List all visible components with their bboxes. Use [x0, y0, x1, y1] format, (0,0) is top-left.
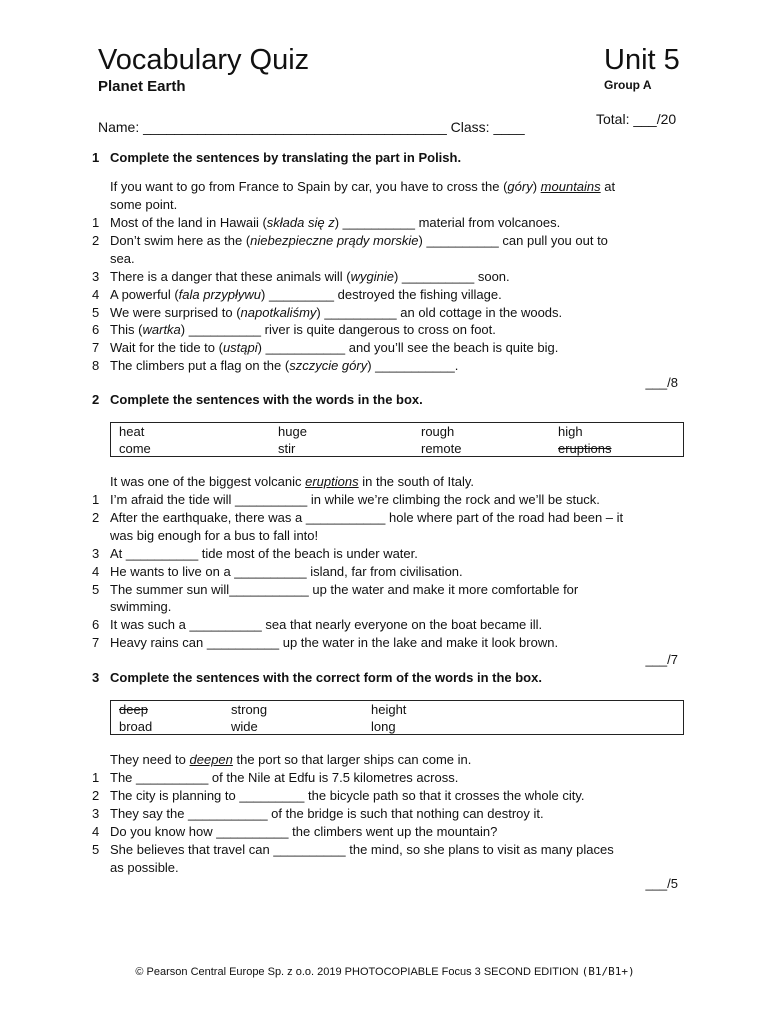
section-2-example: It was one of the biggest volcanic eruptions in the south of Italy. [110, 474, 474, 489]
polish-phrase: wartka [142, 322, 181, 338]
item-text: swimming. [110, 599, 172, 615]
section-1-example-cont: some point. [110, 197, 178, 212]
question-item [92, 823, 497, 841]
question-item: 3 There is a danger that these animals will (wyginie) __________ soon. [92, 268, 510, 284]
item-number: 1 [92, 770, 100, 785]
box-word: height [371, 702, 407, 717]
section-instruction: Complete the sentences with the correct form of the words in the box. [110, 670, 542, 685]
polish-phrase: napotkaliśmy [240, 304, 317, 320]
question-item: 4 A powerful (fala przypływu) _________ destroyed the fishing village. [92, 286, 502, 302]
word-box [110, 700, 684, 735]
footer [0, 965, 770, 978]
question-item [92, 527, 318, 545]
section-2-score: ___/7 [645, 652, 678, 667]
box-word: rough [421, 424, 455, 439]
item-number: 1 [92, 215, 100, 230]
section-2-heading: 2 Complete the sentences with the words in the box. [92, 392, 423, 407]
item-text: She believes that travel can __________ the mind, so she plans to visit as many places [110, 841, 614, 857]
item-text: It was such a __________ sea that nearly everyone on the boat became ill. [110, 617, 543, 633]
question-item: 5 We were surprised to (napotkaliśmy) __________ an old cottage in the woods. [92, 304, 563, 320]
item-number: 3 [92, 805, 100, 821]
question-item [92, 634, 558, 652]
item-text: as possible. [110, 859, 179, 875]
box-word: high [558, 424, 583, 439]
question-item [92, 841, 614, 859]
example-answer: deepen [189, 752, 233, 767]
box-word: come [119, 441, 151, 456]
question-item: 6 This (wartka) __________ river is quite dangerous to cross on foot. [92, 322, 496, 338]
item-text: was big enough for a bus to fall into! [110, 527, 319, 543]
polish-phrase: szczycie góry [289, 358, 368, 374]
item-number: 4 [92, 563, 100, 579]
item-text: After the earthquake, there was a ___________ hole where part of the road had been – it [110, 509, 624, 525]
question-item [92, 545, 418, 563]
polish-phrase: ustąpi [222, 340, 258, 356]
item-text: The city is planning to _________ the bicycle path so that it crosses the whole city. [110, 787, 585, 803]
question-item [92, 581, 578, 599]
item-number: 6 [92, 322, 100, 338]
item-number: 4 [92, 286, 100, 302]
question-item [92, 769, 458, 787]
question-item [92, 805, 544, 823]
section-instruction: Complete the sentences with the words in the box. [110, 392, 423, 407]
item-text: He wants to live on a __________ island, far from civilisation. [110, 563, 463, 579]
item-number: 2 [92, 787, 100, 803]
polish-phrase: góry [507, 179, 533, 194]
item-number: 7 [92, 340, 100, 356]
box-word: strong [231, 702, 268, 717]
item-number: 3 [92, 268, 100, 284]
question-item [92, 491, 600, 509]
section-3-example: They need to deepen the port so that larger ships can come in. [110, 752, 472, 767]
item-number: 2 [92, 509, 100, 525]
item-number: 5 [92, 581, 100, 597]
item-number: 5 [92, 841, 100, 857]
box-word: broad [119, 719, 153, 734]
polish-phrase: wyginie [350, 268, 394, 284]
polish-phrase: niebezpieczne prądy morskie [250, 232, 419, 248]
word-box [110, 422, 684, 457]
item-number: 1 [92, 492, 100, 507]
item-text: At __________ tide most of the beach is under water. [110, 545, 418, 561]
box-word: heat [119, 424, 145, 439]
box-word: long [371, 719, 396, 734]
item-text: The summer sun will___________ up the water and make it more comfortable for [110, 581, 579, 597]
box-word-used: deep [119, 702, 148, 717]
question-item [92, 616, 542, 634]
section-1-score: ___/8 [645, 375, 678, 390]
question-item: sea. [110, 250, 135, 266]
section-1-heading [92, 150, 461, 165]
item-number: 2 [92, 232, 100, 248]
box-word-used: eruptions [558, 441, 612, 456]
group-label: Group A [604, 78, 652, 92]
question-item [92, 598, 171, 616]
item-text: I’m afraid the tide will __________ in while we’re climbing the rock and we’ll be stuck. [110, 492, 600, 507]
question-item: 8 The climbers put a flag on the (szczycie góry) ___________. [92, 358, 459, 374]
example-answer: eruptions [305, 474, 359, 489]
question-item [92, 787, 585, 805]
total-score: Total: ___/20 [596, 111, 677, 127]
question-item [92, 563, 463, 581]
item-number: 6 [92, 617, 100, 633]
polish-phrase: fala przypływu [178, 286, 262, 302]
item-text: Do you know how __________ the climbers went up the mountain? [110, 823, 498, 839]
item-number: 4 [92, 823, 100, 839]
name-class-line: Name: _______________________________________ Class: ____ [98, 119, 525, 135]
question-item: 1 Most of the land in Hawaii (składa się z) __________ material from volcanoes. [92, 215, 561, 230]
item-text: Heavy rains can __________ up the water in the lake and make it look brown. [110, 635, 559, 651]
question-item: 7 Wait for the tide to (ustąpi) ___________ and you’ll see the beach is quite big. [92, 340, 559, 356]
section-instruction: Complete the sentences by translating the part in Polish. [110, 150, 462, 165]
question-item [92, 509, 623, 527]
page-subtitle: Planet Earth [98, 78, 186, 95]
item-number: 7 [92, 635, 100, 651]
item-number: 5 [92, 304, 100, 320]
section-3-heading: 3 Complete the sentences with the correct form of the words in the box. [92, 670, 542, 685]
item-number: 8 [92, 358, 100, 374]
item-text: They say the ___________ of the bridge is such that nothing can destroy it. [110, 805, 544, 821]
question-item: 2 Don’t swim here as the (niebezpieczne prądy morskie) __________ can pull you out to [92, 232, 608, 248]
copyright-text: © Pearson Central Europe Sp. z o.o. 2019 PHOTOCOPIABLE Focus 3 SECOND EDITION [135, 966, 582, 978]
item-text: The __________ of the Nile at Edfu is 7.5 kilometres across. [110, 770, 459, 785]
section-3-score: ___/5 [645, 876, 678, 891]
unit-label: Unit 5 [604, 44, 680, 76]
box-word: remote [421, 441, 462, 456]
item-number: 3 [92, 545, 100, 561]
box-word: stir [278, 441, 296, 456]
section-1-example: If you want to go from France to Spain by car, you have to cross the (góry) mountains at [110, 179, 616, 194]
level-text: (B1/B1+) [581, 965, 635, 978]
question-item [92, 859, 179, 877]
box-word: wide [231, 719, 258, 734]
page-title: Vocabulary Quiz [98, 44, 310, 76]
box-word: huge [278, 424, 307, 439]
example-answer: mountains [540, 179, 601, 194]
section-number: 1 [92, 150, 100, 165]
polish-phrase: składa się z [266, 215, 335, 230]
